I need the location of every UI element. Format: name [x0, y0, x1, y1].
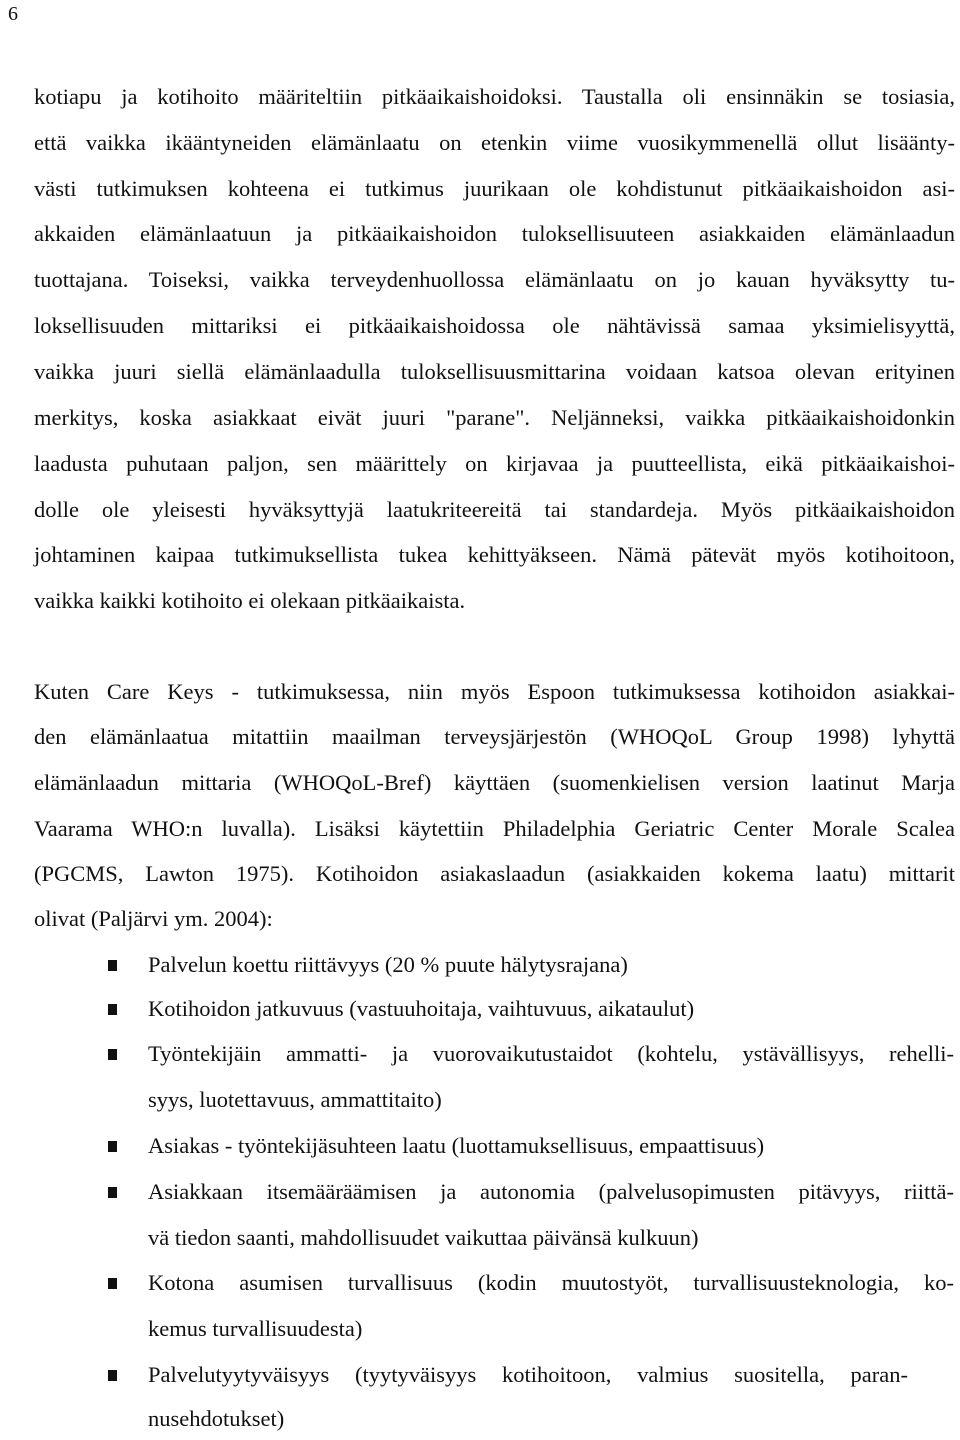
square-bullet-icon: [108, 1049, 117, 1060]
square-bullet-icon: [108, 960, 117, 971]
text-line: akkaiden elämänlaatuun ja pitkäaikaishoidon tuloksellisuuteen asiakkaiden elämänlaadun: [34, 221, 955, 246]
list-item-text: Kotona asumisen turvallisuus (kodin muutostyöt, turvallisuusteknologia, ko-: [148, 1270, 954, 1295]
text-line: (PGCMS, Lawton 1975). Kotihoidon asiakaslaadun (asiakkaiden kokema laatu) mittarit: [34, 861, 955, 886]
text-line: merkitys, koska asiakkaat eivät juuri "parane". Neljänneksi, vaikka pitkäaikaishoidonkin: [34, 405, 955, 430]
list-item-text: syys, luotettavuus, ammattitaito): [148, 1087, 442, 1112]
text-line: dolle ole yleisesti hyväksyttyjä laatukriteereitä tai standardeja. Myös pitkäaikaishoidon: [34, 497, 955, 522]
list-item-text: Asiakas - työntekijäsuhteen laatu (luottamuksellisuus, empaattisuus): [148, 1133, 765, 1158]
list-item-text: Kotihoidon jatkuvuus (vastuuhoitaja, vaihtuvuus, aikataulut): [148, 996, 695, 1021]
text-line: vaikka juuri siellä elämänlaadulla tuloksellisuusmittarina voidaan katsoa olevan erityinen: [34, 359, 955, 384]
list-item-text: kemus turvallisuudesta): [148, 1316, 363, 1341]
square-bullet-icon: [108, 1278, 117, 1289]
text-line: tuottajana. Toiseksi, vaikka terveydenhuollossa elämänlaatu on jo kauan hyväksytty tu-: [34, 267, 955, 292]
list-item-text: Palvelun koettu riittävyys (20 % puute hälytysrajana): [148, 952, 628, 977]
text-line: kotiapu ja kotihoito määriteltiin pitkäaikaishoidoksi. Taustalla oli ensinnäkin se tosiasia,: [34, 84, 955, 109]
list-item-text: Asiakkaan itsemääräämisen ja autonomia (palvelusopimusten pitävyys, riittä-: [148, 1179, 954, 1204]
text-line: laadusta puhutaan paljon, sen määrittely on kirjavaa ja puutteellista, eikä pitkäaikaishoi-: [34, 451, 955, 476]
text-line: västi tutkimuksen kohteena ei tutkimus juurikaan ole kohdistunut pitkäaikaishoidon asi-: [34, 176, 955, 201]
list-item-text: vä tiedon saanti, mahdollisuudet vaikuttaa päivänsä kulkuun): [148, 1225, 699, 1250]
page-number: 6: [8, 3, 18, 25]
text-line: vaikka kaikki kotihoito ei olekaan pitkäaikaista.: [34, 588, 466, 613]
square-bullet-icon: [108, 1004, 117, 1015]
text-line: Kuten Care Keys - tutkimuksessa, niin myös Espoon tutkimuksessa kotihoidon asiakkai-: [34, 679, 955, 704]
text-line: loksellisuuden mittariksi ei pitkäaikaishoidossa ole nähtävissä samaa yksimielisyyttä,: [34, 313, 955, 338]
list-item-text: Työntekijäin ammatti- ja vuorovaikutustaidot (kohtelu, ystävällisyys, rehelli-: [148, 1041, 954, 1066]
text-line: Vaarama WHO:n luvalla). Lisäksi käytettiin Philadelphia Geriatric Center Morale Scalea: [34, 816, 955, 841]
text-line: että vaikka ikääntyneiden elämänlaatu on etenkin viime vuosikymmenellä ollut lisäänty-: [34, 130, 955, 155]
text-line: johtaminen kaipaa tutkimuksellista tukea kehittyäkseen. Nämä pätevät myös kotihoitoon,: [34, 542, 955, 567]
text-line: elämänlaadun mittaria (WHOQoL-Bref) käyttäen (suomenkielisen version laatinut Marja: [34, 770, 955, 795]
text-line: den elämänlaatua mitattiin maailman terveysjärjestön (WHOQoL Group 1998) lyhyttä: [34, 724, 955, 749]
text-line: olivat (Paljärvi ym. 2004):: [34, 906, 273, 931]
list-item-text: Palvelutyytyväisyys (tyytyväisyys kotihoitoon, valmius suositella, paran-: [148, 1362, 908, 1387]
list-item-text: nusehdotukset): [148, 1406, 285, 1431]
square-bullet-icon: [108, 1187, 117, 1198]
square-bullet-icon: [108, 1141, 117, 1152]
square-bullet-icon: [108, 1370, 117, 1381]
